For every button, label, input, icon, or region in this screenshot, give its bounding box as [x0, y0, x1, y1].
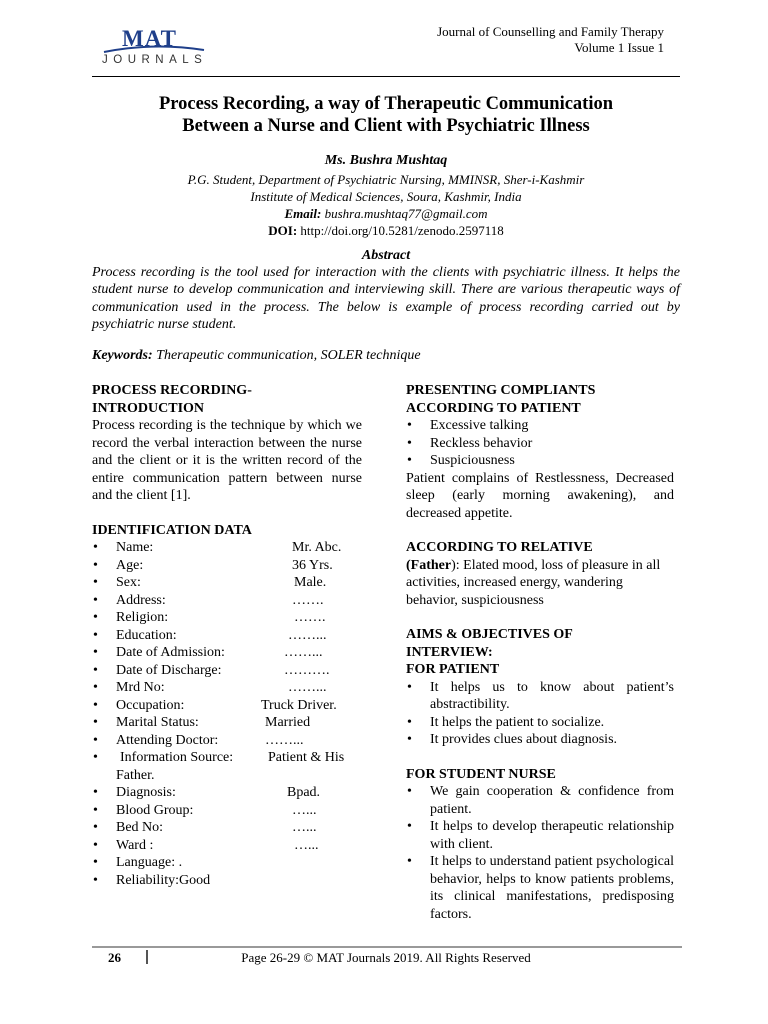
- identification-list: [92, 539, 362, 889]
- list-item: • We gain cooperation & confidence from patient.: [406, 783, 674, 818]
- complaints-text: Patient complains of Restlessness, Decreased sleep (early morning awakening), and decreased appetite.: [406, 470, 674, 521]
- journal-logo: [96, 26, 212, 72]
- keywords-label: Keywords:: [92, 348, 153, 363]
- intro-text: Process recording is the technique by which we record the verbal interaction between the nurse and the client or it is the written record of the entire communication pattern between nurse and the client [1].: [92, 418, 362, 503]
- logo-swoosh-icon: [102, 44, 206, 54]
- id-item: • Blood Group: …...: [92, 802, 362, 820]
- journal-volume: Volume 1 Issue 1: [574, 40, 664, 55]
- list-item: • It helps to develop therapeutic relationship with client.: [406, 818, 674, 853]
- id-item: • Information Source: Patient & His Father.: [92, 749, 362, 784]
- aims-heading: AIMS & OBJECTIVES OF INTERVIEW: FOR PATIENT: [406, 627, 573, 677]
- id-item: • Education: ……...: [92, 627, 362, 645]
- complaints-list: [406, 417, 674, 470]
- title-line-2: Between a Nurse and Client with Psychiatric Illness: [182, 116, 590, 136]
- title-line-1: Process Recording, a way of Therapeutic Communication: [158, 94, 614, 114]
- affiliation-line-2: Institute of Medical Sciences, Soura, Kashmir, India: [250, 189, 522, 204]
- keywords-value: Therapeutic communication, SOLER technique: [156, 348, 421, 363]
- list-item: • Suspiciousness: [406, 452, 674, 470]
- logo-journals-text: JOURNALS: [102, 54, 208, 66]
- intro-heading: PROCESS RECORDING- INTRODUCTION: [92, 383, 252, 416]
- list-item: • It helps us to know about patient’s abstractibility.: [406, 679, 674, 714]
- id-item: • Diagnosis: Bpad.: [92, 784, 362, 802]
- id-item: • Date of Admission: ……...: [92, 644, 362, 662]
- author-name: Ms. Bushra Mushtaq: [324, 153, 448, 168]
- id-item: • Address: …….: [92, 592, 362, 610]
- id-item: • Ward : …...: [92, 837, 362, 855]
- doi-link[interactable]: http://doi.org/10.5281/zenodo.2597118: [300, 223, 504, 238]
- id-item: • Attending Doctor: ……...: [92, 732, 362, 750]
- relative-text: (Father): Elated mood, loss of pleasure in all activities, increased energy, wandering behavior, suspiciousness: [406, 557, 661, 608]
- front-matter: [92, 152, 680, 239]
- list-item: • It helps to understand patient psychological behavior, helps to know patients problems, its clinical manifestations, predisposing factors.: [406, 853, 674, 923]
- email-value[interactable]: bushra.mushtaq77@gmail.com: [324, 206, 488, 221]
- doi-label: DOI:: [268, 223, 298, 238]
- right-column: [406, 382, 674, 923]
- header-rule: [92, 76, 680, 77]
- journal-header: [437, 24, 664, 56]
- id-item: • Name: Mr. Abc.: [92, 539, 362, 557]
- affiliation-line-1: P.G. Student, Department of Psychiatric Nursing, MMINSR, Sher-i-Kashmir: [187, 172, 585, 187]
- list-item: • It provides clues about diagnosis.: [406, 731, 674, 749]
- id-item: • Sex: Male.: [92, 574, 362, 592]
- abstract-text: Process recording is the tool used for interaction with the clients with psychiatric illness. It helps the student nurse to develop communication and interviewing skill. There are various therapeutic ways of communication used in the process. The below is example of process recording carried out by psychiatric nurse student.: [92, 265, 680, 332]
- footer-rule: [92, 946, 682, 948]
- list-item: • It helps the patient to socialize.: [406, 714, 674, 732]
- complaints-heading: PRESENTING COMPLIANTS ACCORDING TO PATIENT: [406, 383, 596, 416]
- id-item: • Age: 36 Yrs.: [92, 557, 362, 575]
- aims-list: [406, 679, 674, 749]
- logo-mat-text: MAT: [122, 26, 177, 51]
- id-item: • Date of Discharge: ……….: [92, 662, 362, 680]
- paper-title: [92, 93, 680, 137]
- id-item: • Occupation: Truck Driver.: [92, 697, 362, 715]
- id-item: • Language: .: [92, 854, 362, 872]
- identification-heading: IDENTIFICATION DATA: [92, 522, 252, 538]
- id-item: • Reliability:Good: [92, 872, 362, 890]
- student-nurse-list: [406, 783, 674, 923]
- journal-name: Journal of Counselling and Family Therapy: [437, 24, 664, 39]
- id-item: • Religion: …….: [92, 609, 362, 627]
- abstract-heading: Abstract: [361, 248, 411, 263]
- list-item: • Excessive talking: [406, 417, 674, 435]
- page-number: 26: [108, 950, 121, 965]
- keywords-line: [92, 348, 680, 364]
- relative-heading: ACCORDING TO RELATIVE: [406, 540, 593, 555]
- left-column: [92, 382, 362, 889]
- list-item: • Reckless behavior: [406, 435, 674, 453]
- id-item: • Bed No: …...: [92, 819, 362, 837]
- id-item: • Mrd No: ……...: [92, 679, 362, 697]
- student-nurse-heading: FOR STUDENT NURSE: [406, 766, 556, 782]
- id-item: • Marital Status: Married: [92, 714, 362, 732]
- email-label: Email:: [284, 206, 322, 221]
- doi-line: [92, 222, 680, 239]
- footer-copyright: Page 26-29 © MAT Journals 2019. All Rights Reserved: [241, 950, 531, 965]
- email-line: [92, 205, 680, 222]
